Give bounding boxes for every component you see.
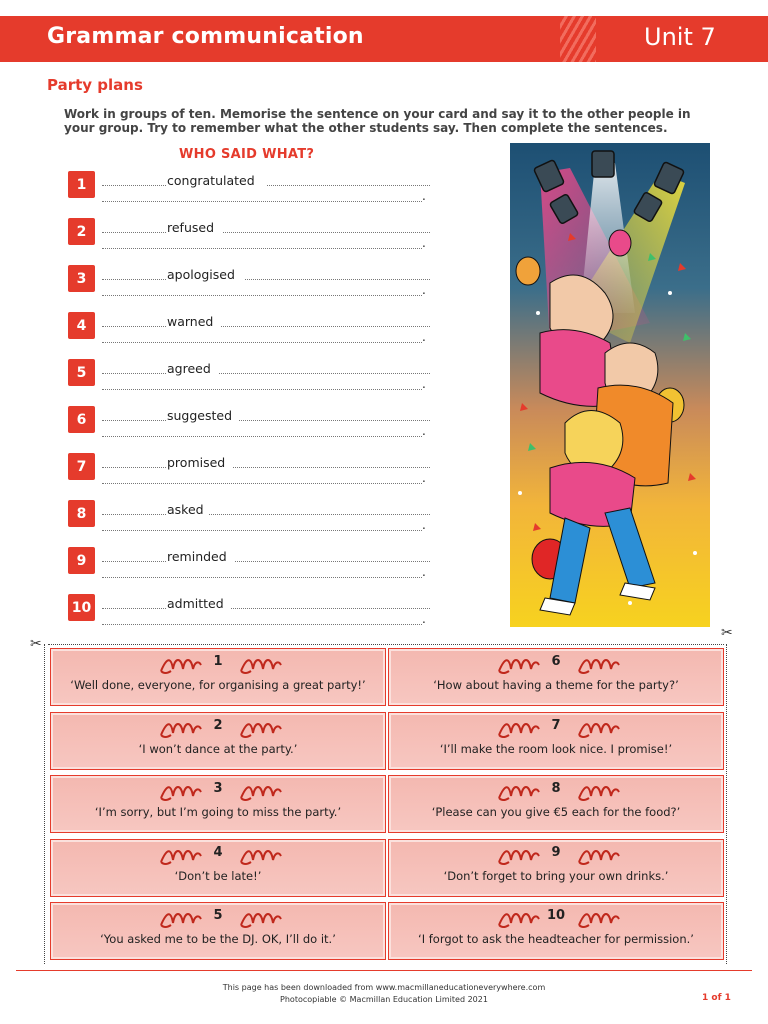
answer-line[interactable] <box>223 232 430 233</box>
answer-line[interactable] <box>102 436 422 437</box>
question-verb: promised <box>167 455 226 470</box>
answer-line[interactable] <box>102 342 422 343</box>
period-mark: . <box>422 189 426 203</box>
speech-card <box>50 775 386 833</box>
card-number: 3 <box>213 781 223 796</box>
card-number: 1 <box>213 654 223 669</box>
answer-line[interactable] <box>102 467 166 468</box>
answer-line[interactable] <box>102 248 422 249</box>
card-sentence: ‘Well done, everyone, for organising a great party!’ <box>70 678 366 692</box>
card-number: 10 <box>546 908 566 923</box>
card-sentence: ‘I’m sorry, but I’m going to miss the party.’ <box>94 805 342 819</box>
question-number: 6 <box>68 406 95 433</box>
card-sentence: ‘I’ll make the room look nice. I promise!’ <box>439 741 673 756</box>
period-mark: . <box>422 518 426 532</box>
who-said-what-heading: WHO SAID WHAT? <box>179 147 315 162</box>
scissors-icon: ✂ <box>30 636 42 652</box>
period-mark: . <box>422 565 426 579</box>
period-mark: . <box>422 236 426 250</box>
header-stripes <box>560 16 596 62</box>
period-mark: . <box>422 283 426 297</box>
question-number: 3 <box>68 265 95 292</box>
question-row <box>68 406 430 442</box>
question-number: 9 <box>68 547 95 574</box>
answer-line[interactable] <box>102 530 422 531</box>
period-mark: . <box>422 330 426 344</box>
answer-line[interactable] <box>102 326 166 327</box>
card-sentence: ‘How about having a theme for the party?’ <box>433 678 679 692</box>
answer-line[interactable] <box>102 373 166 374</box>
footer-divider <box>16 970 752 971</box>
answer-line[interactable] <box>219 373 430 374</box>
period-mark: . <box>422 377 426 391</box>
card-sentence: ‘I won’t dance at the party.’ <box>138 741 298 756</box>
page-header <box>0 16 768 62</box>
unit-label: Unit 7 <box>644 23 716 51</box>
period-mark: . <box>422 612 426 626</box>
question-row <box>68 218 430 254</box>
speech-card <box>50 902 386 960</box>
question-row <box>68 312 430 348</box>
answer-line[interactable] <box>102 577 422 578</box>
party-illustration <box>510 143 710 627</box>
question-verb: asked <box>167 502 204 517</box>
card-number: 9 <box>551 844 561 860</box>
speech-card <box>388 775 724 833</box>
answer-line[interactable] <box>102 201 422 202</box>
answer-line[interactable] <box>102 279 166 280</box>
answer-line[interactable] <box>102 185 166 186</box>
speech-card <box>388 839 724 897</box>
answer-line[interactable] <box>102 389 422 390</box>
question-number: 7 <box>68 453 95 480</box>
question-row <box>68 547 430 583</box>
period-mark: . <box>422 424 426 438</box>
page-number: 1 of 1 <box>702 993 731 1003</box>
question-row <box>68 500 430 536</box>
answer-line[interactable] <box>102 483 422 484</box>
card-number: 4 <box>213 844 223 860</box>
question-verb: suggested <box>167 408 233 423</box>
question-number: 5 <box>68 359 95 386</box>
card-number: 5 <box>213 908 223 923</box>
question-verb: apologised <box>167 267 235 282</box>
footer-copyright: Photocopiable © Macmillan Education Limited 2021 <box>280 995 488 1004</box>
answer-line[interactable] <box>233 467 430 468</box>
question-number: 8 <box>68 500 95 527</box>
question-row <box>68 594 430 630</box>
card-number: 6 <box>551 654 561 669</box>
speech-card <box>388 648 724 706</box>
answer-line[interactable] <box>209 514 430 515</box>
scissors-icon: ✂ <box>721 625 733 641</box>
question-verb: refused <box>167 220 215 235</box>
card-sentence: ‘Don’t forget to bring your own drinks.’ <box>443 868 669 883</box>
question-number: 2 <box>68 218 95 245</box>
cut-line-left <box>44 644 45 964</box>
question-number: 4 <box>68 312 95 339</box>
answer-line[interactable] <box>239 420 430 421</box>
card-number: 8 <box>551 781 561 796</box>
card-sentence: ‘Please can you give €5 each for the food?’ <box>431 805 681 819</box>
period-mark: . <box>422 471 426 485</box>
question-verb: agreed <box>167 361 211 376</box>
party-illustration-svg <box>510 143 710 627</box>
footer-download-note: This page has been downloaded from www.macmillaneducationeverywhere.com <box>222 983 546 992</box>
question-verb: admitted <box>167 596 224 611</box>
instructions: Work in groups of ten. Memorise the sentence on your card and say it to the other people in your group. Try to remember what the other students say. Then complete the sentences. <box>64 107 691 135</box>
speech-card <box>50 839 386 897</box>
answer-line[interactable] <box>231 608 430 609</box>
question-row <box>68 265 430 301</box>
cut-line-top <box>48 644 724 645</box>
speech-card <box>50 648 386 706</box>
answer-line[interactable] <box>235 561 430 562</box>
answer-line[interactable] <box>267 185 430 186</box>
question-number: 10 <box>68 594 95 621</box>
section-title: Party plans <box>47 76 143 94</box>
card-number: 7 <box>551 717 561 733</box>
worksheet-title: Grammar communication <box>47 24 364 49</box>
answer-line[interactable] <box>102 232 166 233</box>
card-sentence: ‘You asked me to be the DJ. OK, I’ll do it.’ <box>100 932 336 946</box>
question-number: 1 <box>68 171 95 198</box>
answer-line[interactable] <box>245 279 430 280</box>
card-sentence: ‘Don’t be late!’ <box>174 868 262 883</box>
answer-line[interactable] <box>221 326 430 327</box>
answer-line[interactable] <box>102 295 422 296</box>
question-row <box>68 171 430 207</box>
question-verb: congratulated <box>167 173 255 188</box>
speech-card <box>388 712 724 770</box>
speech-card <box>388 902 724 960</box>
speech-card <box>50 712 386 770</box>
answer-line[interactable] <box>102 624 422 625</box>
question-verb: warned <box>167 314 214 329</box>
question-row <box>68 453 430 489</box>
answer-line[interactable] <box>102 420 166 421</box>
answer-line[interactable] <box>102 608 166 609</box>
card-sentence: ‘I forgot to ask the headteacher for permission.’ <box>418 932 694 946</box>
cut-line-right <box>726 644 727 964</box>
answer-line[interactable] <box>102 514 166 515</box>
question-row <box>68 359 430 395</box>
question-verb: reminded <box>167 549 227 564</box>
card-number: 2 <box>213 717 223 733</box>
answer-line[interactable] <box>102 561 166 562</box>
